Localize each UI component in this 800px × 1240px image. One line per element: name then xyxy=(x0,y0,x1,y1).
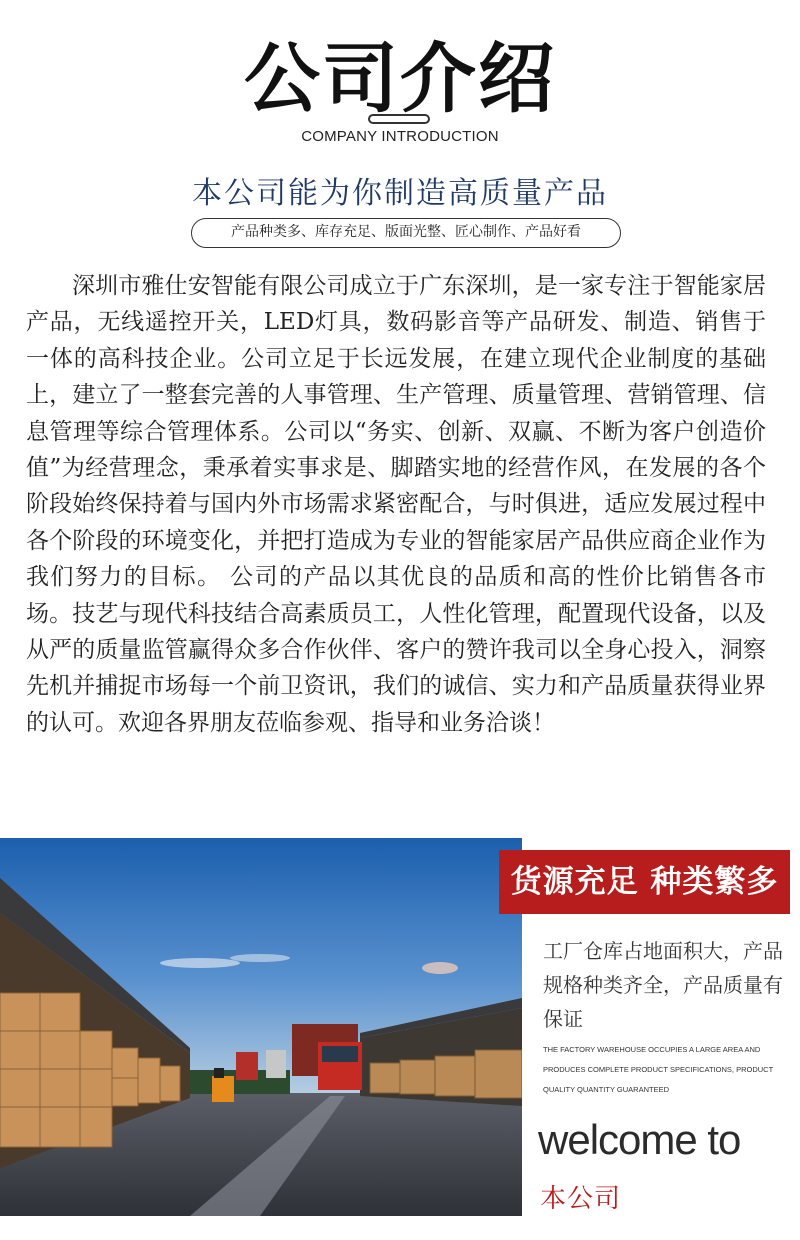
page-title: 公司介绍 xyxy=(244,34,556,123)
features-pill: 产品种类多、库存充足、版面光整、匠心制作、产品好看 xyxy=(191,218,621,248)
company-intro-text: 深圳市雅仕安智能有限公司成立于广东深圳，是一家专注于智能家居产品，无线遥控开关，LED灯具，数码影音等产品研发、制造、销售于一体的高科技企业。公司立足于长远发展，在建立现代企业制度的基础上，建立了一整套完善的人事管理、生产管理、质量管理、营销管理、信息管理等综合管理体系。公司以“务实、创新、双赢、不断为客户创造价值”为经营理念，秉承着实事求是、脚踏实地的经营作风，在发展的各个阶段始终保持着与国内外市场需求紧密配合，与时俱进，适应发展过程中各个阶段的环境变化，并把打造成为专业的智能家居产品供应商企业作为我们努力的目标。 公司的产品以其优良的品质和高的性价比销售各市场。技艺与现代科技结合高素质员工，人性化管理，配置现代设备，以及从严的质量监管赢得众多合作伙伴、客户的赞许我司以全身心投入，洞察先机并捕捉市场每一个前卫资讯，我们的诚信、实力和产品质量获得业界的认可。欢迎各界朋友莅临参观、指导和业务洽谈！ xyxy=(26,273,766,736)
warehouse-banner: 货源充足 种类繁多 xyxy=(499,850,790,914)
title-decoration xyxy=(368,114,430,124)
warehouse-photo xyxy=(0,838,522,1216)
page-subtitle-en: COMPANY INTRODUCTION xyxy=(301,128,499,145)
warehouse-description-en: THE FACTORY WAREHOUSE OCCUPIES A LARGE AREA AND PRODUCES COMPLETE PRODUCT SPECIFICATIONS, PRODUCT QUALITY QUANTITY GUARANTEED xyxy=(543,1045,774,1094)
welcome-text: welcome to xyxy=(538,1116,741,1163)
company-name: 本公司 xyxy=(540,1184,622,1214)
warehouse-description-cn: 工厂仓库占地面积大，产品规格种类齐全，产品质量有保证 xyxy=(543,939,783,1031)
slogan: 本公司能为你制造高质量产品 xyxy=(192,176,608,211)
